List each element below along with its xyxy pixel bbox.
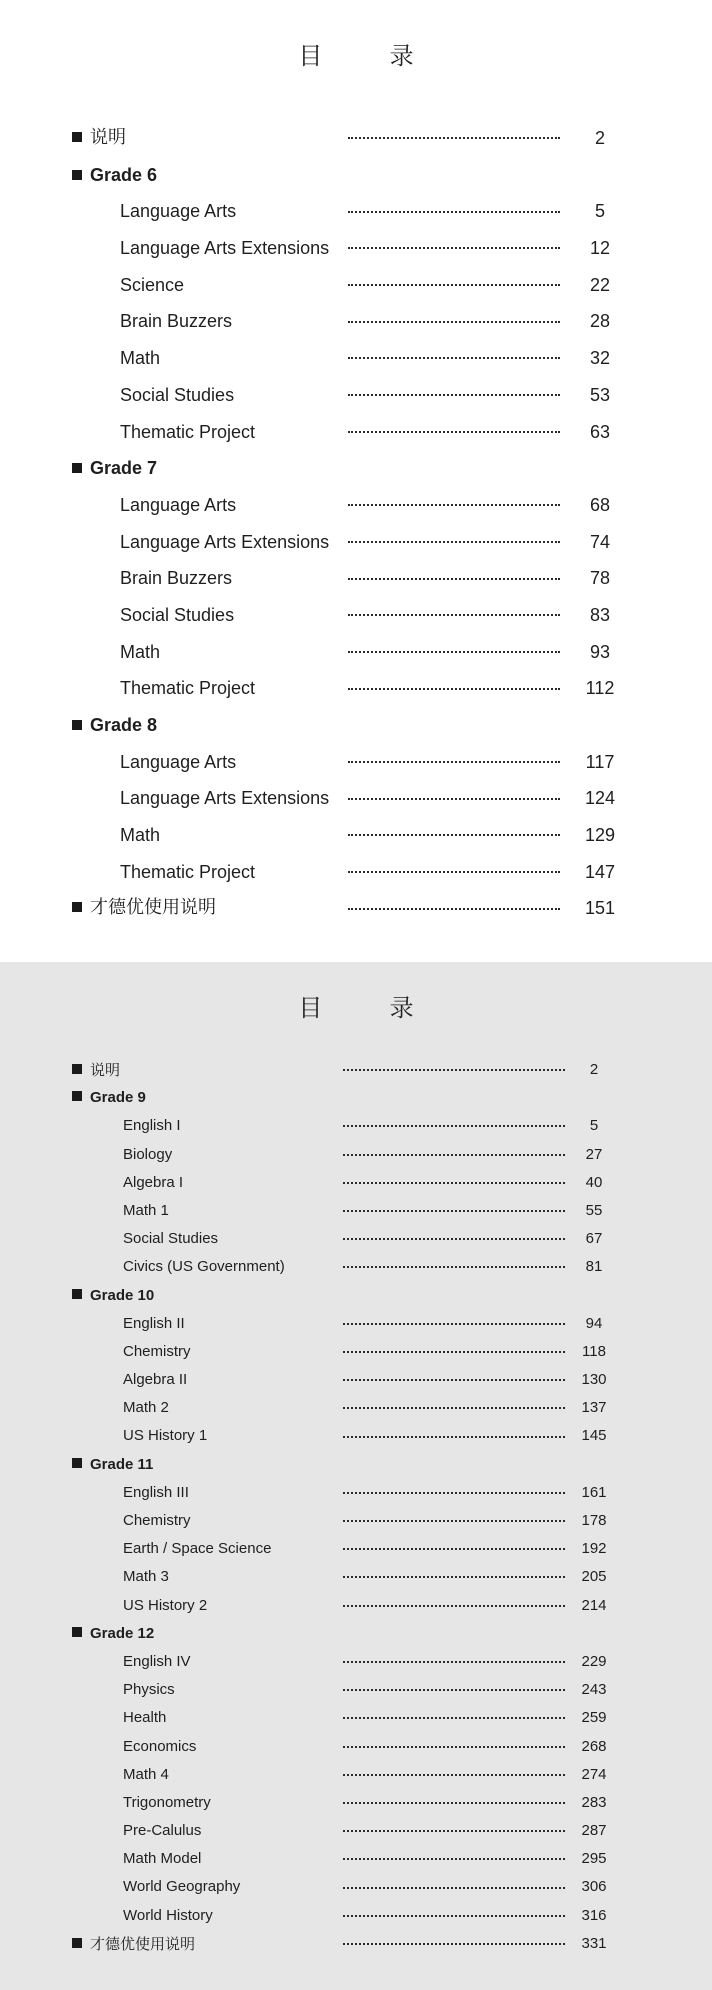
entry-label-text: Math 3 — [123, 1568, 169, 1586]
toc-section-row[interactable] — [0, 1056, 712, 1084]
entry-label-text: Grade 10 — [90, 1286, 155, 1304]
toc-entry-row[interactable] — [0, 487, 712, 524]
dot-leader — [348, 284, 560, 286]
entry-title — [120, 634, 160, 671]
toc-entry-row[interactable] — [0, 1563, 712, 1591]
page-number: 2 — [589, 1061, 599, 1078]
dot-leader — [343, 1830, 565, 1832]
toc-entry-row[interactable] — [0, 597, 712, 634]
entry-label-text: World History — [123, 1906, 213, 1924]
toc-entry-row[interactable] — [0, 1422, 712, 1450]
dot-leader — [343, 1746, 565, 1748]
entry-label-text: Economics — [123, 1737, 197, 1755]
page-number: 295 — [581, 1850, 607, 1868]
dot-leader — [343, 1605, 565, 1607]
entry-title — [123, 1479, 189, 1507]
entry-title — [123, 1169, 183, 1197]
entry-label-text: Grade 11 — [90, 1455, 154, 1473]
page-number: 130 — [581, 1371, 607, 1389]
entry-title — [123, 1676, 175, 1704]
page-number: 55 — [585, 1201, 603, 1219]
entry-title — [120, 780, 329, 817]
toc-list — [0, 120, 712, 927]
page-number: 316 — [581, 1906, 607, 1924]
entry-label-text: Algebra I — [123, 1173, 184, 1191]
page-number: 117 — [585, 751, 615, 772]
dot-leader — [343, 1887, 565, 1889]
entry-label-text: US History 2 — [123, 1596, 208, 1614]
entry-label-text: English IV — [123, 1652, 191, 1670]
toc-entry-row[interactable] — [0, 1789, 712, 1817]
section-heading — [72, 1930, 195, 1958]
entry-label-text: English II — [123, 1314, 185, 1332]
dot-leader — [348, 321, 560, 323]
page-number: 63 — [589, 421, 611, 442]
page-number: 12 — [589, 238, 611, 259]
entry-label-text: Language Arts Extensions — [120, 531, 330, 552]
entry-label-text: English III — [123, 1483, 189, 1501]
entry-label-text: Health — [123, 1709, 167, 1727]
entry-title — [123, 1902, 213, 1930]
entry-title — [123, 1592, 207, 1620]
page-number: 145 — [581, 1427, 607, 1445]
toc-section-row[interactable] — [0, 450, 712, 487]
toc-entry-row[interactable] — [0, 854, 712, 891]
toc-entry-row[interactable] — [0, 1676, 712, 1704]
page-number: 205 — [581, 1568, 607, 1586]
toc-entry-row[interactable] — [0, 670, 712, 707]
entry-label-text: Thematic Project — [120, 861, 256, 882]
page-number: 22 — [589, 274, 611, 295]
toc-entry-row[interactable] — [0, 1704, 712, 1732]
toc-entry-row[interactable] — [0, 1394, 712, 1422]
dot-leader — [343, 1379, 565, 1381]
toc-section-row[interactable] — [0, 707, 712, 744]
entry-title — [120, 744, 236, 781]
entry-label-text: Language Arts — [120, 751, 237, 772]
toc-entry-row[interactable] — [0, 1535, 712, 1563]
toc-entry-row[interactable] — [0, 780, 712, 817]
entry-label-text: Language Arts — [120, 494, 237, 515]
toc-entry-row[interactable] — [0, 340, 712, 377]
toc-entry-row[interactable] — [0, 193, 712, 230]
entry-title — [120, 560, 232, 597]
page-number: 243 — [581, 1681, 607, 1699]
toc-section-row[interactable] — [0, 157, 712, 194]
page-number: 94 — [585, 1314, 603, 1332]
dot-leader — [343, 1858, 565, 1860]
dot-leader — [343, 1492, 565, 1494]
entry-label-text: Grade 8 — [90, 715, 158, 735]
toc-entry-row[interactable] — [0, 1845, 712, 1873]
entry-label-text: English I — [123, 1117, 181, 1135]
entry-label-text: Chemistry — [123, 1342, 191, 1360]
toc-entry-row[interactable] — [0, 267, 712, 304]
toc-section-row[interactable] — [0, 1930, 712, 1958]
page-number: 40 — [585, 1173, 603, 1191]
entry-label-text: 说明 — [90, 127, 126, 148]
entry-title — [123, 1310, 185, 1338]
dot-leader — [348, 578, 560, 580]
page-number: 83 — [589, 604, 611, 625]
entry-label-text: Social Studies — [120, 604, 235, 625]
entry-title — [123, 1507, 191, 1535]
section-heading — [72, 1282, 154, 1310]
entry-label-text: Math — [120, 641, 161, 662]
page-number: 53 — [589, 384, 611, 405]
entry-title — [120, 597, 234, 634]
dot-leader — [348, 834, 560, 836]
entry-label-text: 说明 — [90, 1061, 121, 1079]
toc-page-grades-9-12 — [0, 962, 712, 1990]
toc-entry-row[interactable] — [0, 303, 712, 340]
entry-label-text: Brain Buzzers — [120, 311, 233, 332]
page-number: 124 — [584, 788, 616, 809]
section-heading — [72, 120, 126, 157]
page-number: 5 — [589, 1117, 599, 1135]
page-number: 259 — [581, 1709, 607, 1727]
square-bullet-icon — [72, 1938, 82, 1948]
dot-leader — [343, 1351, 565, 1353]
dot-leader — [343, 1069, 565, 1071]
entry-label-text: Language Arts Extensions — [120, 788, 330, 809]
dot-leader — [343, 1576, 565, 1578]
dot-leader — [348, 761, 560, 763]
square-bullet-icon — [72, 1064, 82, 1074]
entry-title — [120, 487, 236, 524]
dot-leader — [348, 798, 560, 800]
section-heading — [72, 890, 216, 927]
toc-entry-row[interactable] — [0, 1197, 712, 1225]
toc-entry-row[interactable] — [0, 1479, 712, 1507]
entry-label-text: Math — [120, 825, 161, 846]
entry-title — [123, 1141, 172, 1169]
entry-label-text: Social Studies — [120, 384, 235, 405]
entry-label-text: Pre-Calulus — [123, 1822, 202, 1840]
dot-leader — [343, 1943, 565, 1945]
dot-leader — [343, 1238, 565, 1240]
entry-label-text: Grade 9 — [90, 1089, 146, 1107]
toc-entry-row[interactable] — [0, 230, 712, 267]
page-number: 287 — [581, 1822, 607, 1840]
dot-leader — [348, 431, 560, 433]
page-number: 306 — [581, 1878, 607, 1896]
entry-label-text: Language Arts — [120, 201, 237, 222]
toc-entry-row[interactable] — [0, 1592, 712, 1620]
entry-label-text: Grade 7 — [90, 458, 158, 479]
entry-title — [123, 1394, 169, 1422]
entry-title — [123, 1648, 191, 1676]
entry-title — [123, 1535, 271, 1563]
page-number: 229 — [581, 1652, 607, 1670]
entry-label-text: Algebra II — [123, 1371, 188, 1389]
toc-page-grades-6-8 — [0, 0, 712, 962]
entry-label-text: Math — [120, 348, 161, 369]
entry-title — [120, 230, 329, 267]
entry-label-text: Grade 12 — [90, 1624, 155, 1642]
dot-leader — [348, 211, 560, 213]
entry-label-text: Trigonometry — [123, 1793, 211, 1811]
entry-label-text: 才德优使用说明 — [90, 1934, 196, 1953]
entry-title — [120, 340, 160, 377]
entry-title — [120, 670, 255, 707]
square-bullet-icon — [72, 1458, 82, 1468]
dot-leader — [348, 247, 560, 249]
square-bullet-icon — [72, 1627, 82, 1637]
page-number: 192 — [581, 1540, 607, 1558]
square-bullet-icon — [72, 170, 82, 180]
entry-title — [120, 193, 236, 230]
entry-title — [120, 524, 329, 561]
toc-entry-row[interactable] — [0, 1310, 712, 1338]
entry-label-text: Earth / Space Science — [123, 1540, 272, 1558]
square-bullet-icon — [72, 463, 82, 473]
toc-entry-row[interactable] — [0, 1873, 712, 1901]
dot-leader — [343, 1436, 565, 1438]
dot-leader — [348, 651, 560, 653]
dot-leader — [348, 541, 560, 543]
page-number: 112 — [585, 678, 615, 699]
entry-label-text: Math 1 — [123, 1201, 169, 1219]
entry-title — [123, 1338, 191, 1366]
section-heading — [72, 707, 157, 744]
dot-leader — [343, 1125, 565, 1127]
entry-title — [123, 1366, 187, 1394]
toc-entry-row[interactable] — [0, 1366, 712, 1394]
entry-label-text: Math Model — [123, 1850, 202, 1868]
entry-title — [123, 1112, 181, 1140]
toc-section-row[interactable] — [0, 890, 712, 927]
toc-entry-row[interactable] — [0, 414, 712, 451]
page-number: 331 — [581, 1934, 607, 1952]
toc-section-row[interactable] — [0, 1451, 712, 1479]
section-heading — [72, 1084, 146, 1112]
section-heading — [72, 1451, 153, 1479]
section-heading — [72, 1056, 120, 1084]
page-number: 2 — [594, 128, 605, 148]
page-number: 214 — [581, 1596, 607, 1614]
toc-entry-row[interactable] — [0, 1817, 712, 1845]
entry-title — [123, 1845, 201, 1873]
entry-label-text: Biology — [123, 1145, 173, 1163]
entry-title — [120, 854, 255, 891]
square-bullet-icon — [72, 1289, 82, 1299]
entry-title — [123, 1197, 169, 1225]
page-number: 268 — [581, 1737, 607, 1755]
dot-leader — [343, 1407, 565, 1409]
dot-leader — [348, 908, 560, 910]
square-bullet-icon — [72, 902, 82, 912]
entry-label-text: Thematic Project — [120, 421, 256, 442]
page-number: 274 — [581, 1765, 607, 1783]
square-bullet-icon — [72, 1091, 82, 1101]
toc-entry-row[interactable] — [0, 1225, 712, 1253]
toc-title: 目 录 — [298, 42, 436, 70]
toc-section-row[interactable] — [0, 1282, 712, 1310]
page-number: 78 — [589, 568, 611, 589]
section-heading — [72, 450, 157, 487]
toc-entry-row[interactable] — [0, 1648, 712, 1676]
entry-title — [123, 1704, 166, 1732]
toc-entry-row[interactable] — [0, 1169, 712, 1197]
toc-entry-row[interactable] — [0, 524, 712, 561]
entry-title — [123, 1761, 169, 1789]
entry-title — [123, 1422, 207, 1450]
dot-leader — [343, 1520, 565, 1522]
page-number: 68 — [589, 494, 611, 515]
toc-entry-row[interactable] — [0, 1253, 712, 1281]
section-heading — [72, 157, 157, 194]
dot-leader — [348, 394, 560, 396]
entry-title — [120, 414, 255, 451]
dot-leader — [348, 688, 560, 690]
toc-entry-row[interactable] — [0, 817, 712, 854]
toc-entry-row[interactable] — [0, 1112, 712, 1140]
page-number: 67 — [585, 1230, 603, 1248]
dot-leader — [348, 871, 560, 873]
page-number: 27 — [585, 1145, 603, 1163]
entry-title — [120, 377, 234, 414]
page-number: 161 — [581, 1483, 607, 1501]
entry-label-text: Social Studies — [123, 1230, 219, 1248]
entry-title — [123, 1733, 196, 1761]
entry-title — [120, 267, 184, 304]
entry-label-text: Brain Buzzers — [120, 568, 233, 589]
entry-label-text: 才德优使用说明 — [90, 897, 216, 919]
toc-entry-row[interactable] — [0, 1733, 712, 1761]
toc-section-row[interactable] — [0, 1084, 712, 1112]
entry-label-text: Thematic Project — [120, 678, 256, 699]
page-number: 74 — [589, 531, 611, 552]
entry-title — [120, 303, 232, 340]
entry-title — [123, 1789, 211, 1817]
dot-leader — [343, 1661, 565, 1663]
page-number: 283 — [581, 1793, 607, 1811]
dot-leader — [343, 1154, 565, 1156]
section-heading — [72, 1620, 154, 1648]
entry-label-text: Physics — [123, 1681, 175, 1699]
dot-leader — [343, 1774, 565, 1776]
dot-leader — [343, 1802, 565, 1804]
dot-leader — [343, 1717, 565, 1719]
dot-leader — [343, 1689, 565, 1691]
entry-label-text: Language Arts Extensions — [120, 238, 330, 259]
dot-leader — [348, 504, 560, 506]
toc-entry-row[interactable] — [0, 377, 712, 414]
dot-leader — [348, 357, 560, 359]
dot-leader — [343, 1266, 565, 1268]
page-number: 93 — [589, 641, 611, 662]
entry-label-text: World Geography — [123, 1878, 241, 1896]
toc-entry-row[interactable] — [0, 634, 712, 671]
entry-title — [120, 817, 160, 854]
square-bullet-icon — [72, 720, 82, 730]
page-number: 129 — [584, 825, 616, 846]
entry-title — [123, 1253, 285, 1281]
entry-label-text: Chemistry — [123, 1512, 191, 1529]
dot-leader — [348, 137, 560, 139]
entry-title — [123, 1563, 169, 1591]
page-number: 178 — [581, 1512, 607, 1529]
dot-leader — [343, 1323, 565, 1325]
dot-leader — [343, 1548, 565, 1550]
entry-label-text: Civics (US Government) — [123, 1258, 285, 1276]
entry-title — [123, 1873, 240, 1901]
dot-leader — [343, 1182, 565, 1184]
toc-section-row[interactable] — [0, 1620, 712, 1648]
toc-entry-row[interactable] — [0, 1902, 712, 1930]
dot-leader — [348, 614, 560, 616]
toc-section-row[interactable] — [0, 120, 712, 157]
dot-leader — [343, 1915, 565, 1917]
entry-label-text: Math 2 — [123, 1399, 169, 1417]
page-number: 32 — [589, 348, 611, 369]
page-number: 81 — [585, 1258, 603, 1276]
entry-label-text: Grade 6 — [90, 164, 158, 185]
toc-entry-row[interactable] — [0, 560, 712, 597]
page-number: 151 — [584, 898, 616, 919]
entry-label-text: Science — [120, 274, 185, 295]
entry-title — [123, 1225, 218, 1253]
square-bullet-icon — [72, 132, 82, 142]
entry-title — [123, 1817, 201, 1845]
page-number: 147 — [584, 861, 616, 882]
toc-entry-row[interactable] — [0, 1338, 712, 1366]
toc-title: 目 录 — [298, 994, 436, 1022]
page-number: 118 — [582, 1342, 606, 1360]
toc-entry-row[interactable] — [0, 1141, 712, 1169]
dot-leader — [343, 1210, 565, 1212]
page-number: 5 — [594, 201, 605, 222]
entry-label-text: Math 4 — [123, 1765, 169, 1783]
entry-label-text: US History 1 — [123, 1427, 208, 1445]
page-number: 28 — [589, 311, 611, 332]
toc-entry-row[interactable] — [0, 1507, 712, 1535]
toc-list — [0, 1056, 712, 1958]
page-number: 137 — [581, 1399, 607, 1417]
toc-entry-row[interactable] — [0, 1761, 712, 1789]
toc-entry-row[interactable] — [0, 744, 712, 781]
